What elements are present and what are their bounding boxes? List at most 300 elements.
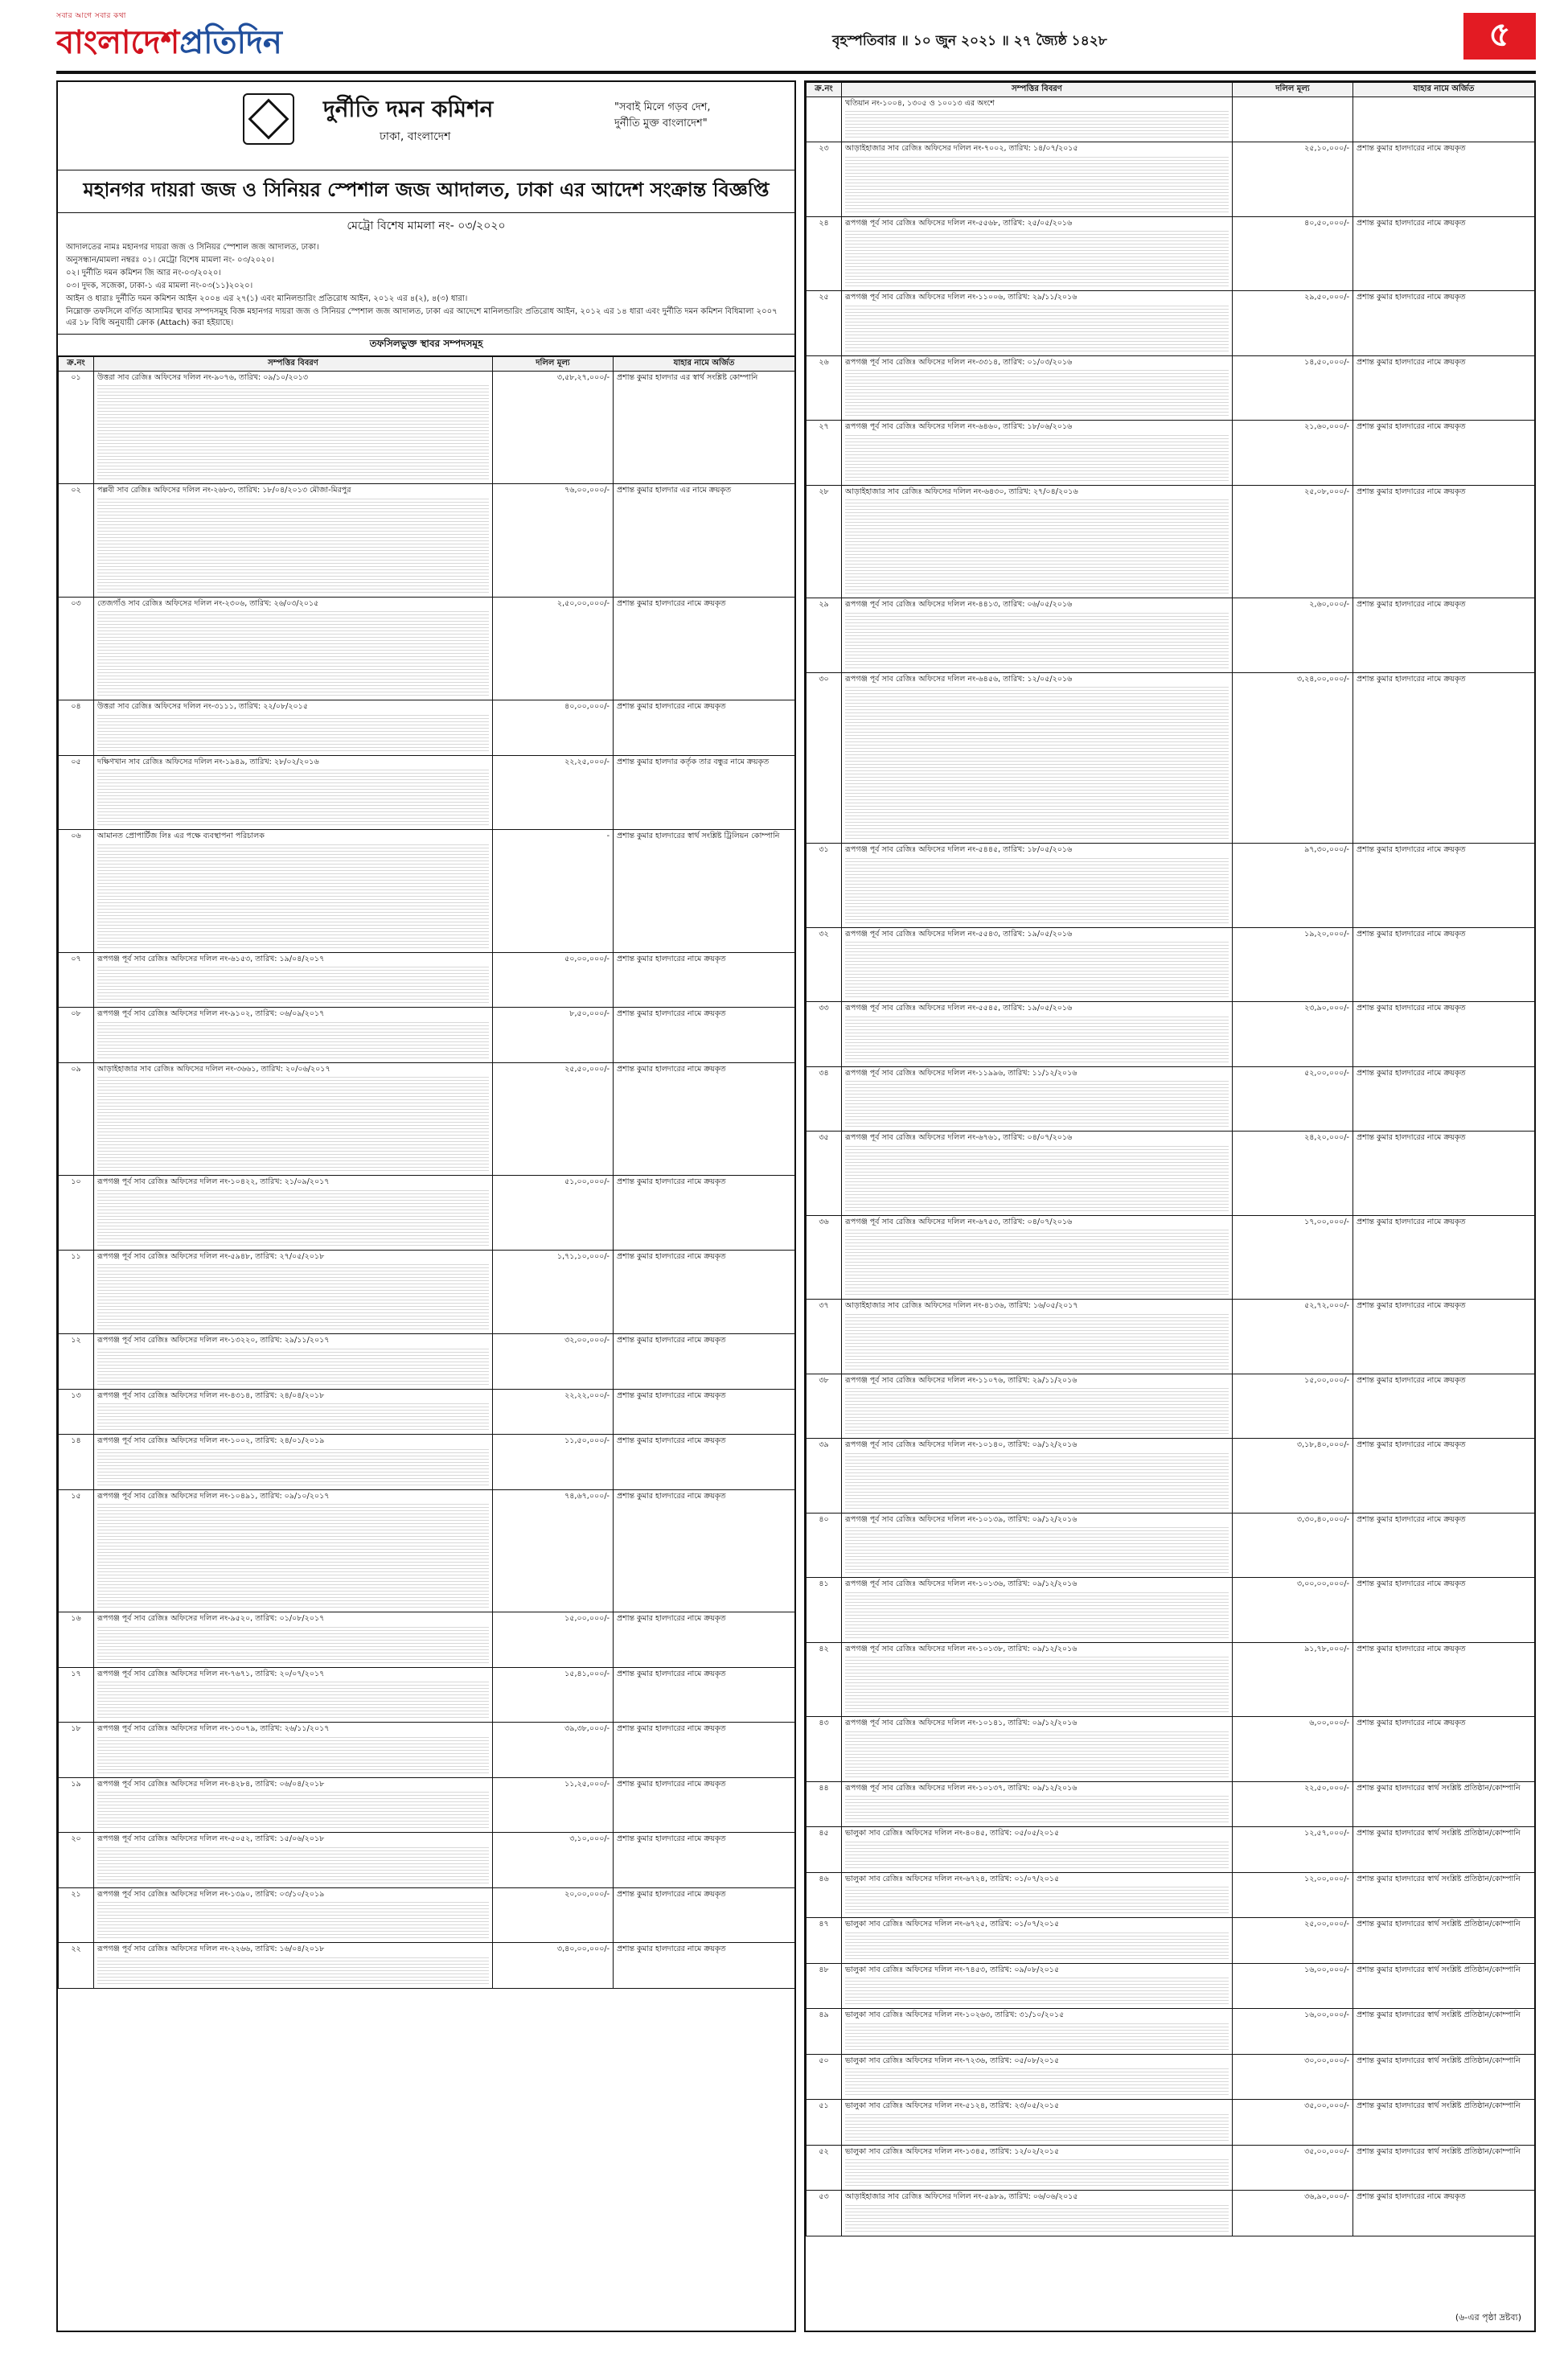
fine-print-lines xyxy=(97,1737,489,1776)
row-serial-text: ১৬ xyxy=(71,1614,81,1623)
row-serial xyxy=(807,1300,842,1374)
row-serial xyxy=(59,1723,94,1778)
row-deed-value xyxy=(1233,1578,1353,1643)
preamble-line: ০৩। দুদক, সজেকা, ঢাকা-১ এর মামলা নং-০৩(১১)২০২০। xyxy=(66,281,253,290)
table-row xyxy=(807,1918,1535,1964)
row-description xyxy=(842,1827,1233,1873)
row-serial xyxy=(59,371,94,484)
row-description-text: আড়াইহাজার সাব রেজিঃ অফিসের দলিল নং-৩৬৬১, তারিখ: ২০/০৬/২০১৭ xyxy=(97,1064,330,1074)
row-description xyxy=(94,700,493,756)
row-serial-text: ১৮ xyxy=(71,1724,81,1733)
row-owner xyxy=(1353,1215,1535,1300)
row-description-text: আমানত প্রোপার্টিজ লিঃ এর পক্ষে ব্যবস্থাপনা পরিচালক xyxy=(97,832,265,840)
row-serial-text: ৪৪ xyxy=(819,1783,829,1793)
row-description xyxy=(94,1389,493,1435)
table-row xyxy=(807,485,1535,598)
row-serial-text: ১৩ xyxy=(71,1390,81,1400)
col-header-owner: যাহার নামে অর্জিত xyxy=(1353,83,1535,97)
row-owner-text: প্রশান্ত কুমার হালদারের স্বার্থ সংশ্লিষ্ট প্রতিষ্ঠান/কোম্পানি xyxy=(1357,1829,1521,1838)
fine-print-lines xyxy=(97,967,489,1005)
row-deed-value xyxy=(1233,2191,1353,2236)
row-deed-value xyxy=(493,1489,614,1612)
row-description xyxy=(842,1300,1233,1374)
row-owner xyxy=(1353,2145,1535,2191)
row-deed-value xyxy=(493,1176,614,1251)
row-deed-value-text: ৫১,০০,০০০/- xyxy=(564,1177,610,1186)
fine-print-lines xyxy=(845,1081,1229,1129)
row-deed-value-text: ৩,৩০,৪০,০০০/- xyxy=(1296,1514,1349,1524)
row-deed-value-text: ৩৬,৯০,০০০/- xyxy=(1304,2192,1349,2201)
row-serial-text: ৪৭ xyxy=(819,1920,829,1928)
fine-print-lines xyxy=(845,613,1229,671)
fine-print-lines xyxy=(845,1527,1229,1575)
row-serial-text: ২৫ xyxy=(819,293,829,302)
fine-print-lines xyxy=(97,1077,489,1173)
row-owner-text: প্রশান্ত কুমার হালদারের স্বার্থ সংশ্লিষ্ট প্রতিষ্ঠান/কোম্পানি xyxy=(1357,1874,1521,1883)
row-description-text: ভালুকা সাব রেজিঃ অফিসের দলিল নং-৫১২৪, তারিখ: ২৩/০৫/২০১৫ xyxy=(845,2101,1060,2110)
row-description-text: রূপগঞ্জ পূর্ব সাব রেজিঃ অফিসের দলিল নং-১০১৩৬, তারিখ: ০৯/১২/২০১৬ xyxy=(845,1579,1077,1588)
row-serial xyxy=(807,1872,842,1918)
row-deed-value xyxy=(493,1062,614,1176)
table-row xyxy=(59,1943,795,1989)
row-serial-text: ০৪ xyxy=(71,702,81,711)
fine-print-lines xyxy=(845,1592,1229,1641)
fine-print-lines xyxy=(97,715,489,754)
row-owner xyxy=(1353,927,1535,1002)
row-deed-value-text: ১২,৫৭,০০০/- xyxy=(1304,1829,1349,1838)
row-owner xyxy=(1353,1963,1535,2009)
notice-left-column xyxy=(56,80,796,2332)
row-description xyxy=(94,1887,493,1943)
fine-print-lines xyxy=(845,1230,1229,1297)
row-owner-text: প্রশান্ত কুমার হালদারের নামে ক্রয়কৃত xyxy=(617,1064,726,1074)
row-owner xyxy=(1353,216,1535,291)
table-row xyxy=(59,1887,795,1943)
row-deed-value xyxy=(1233,1132,1353,1216)
row-serial-text: ২৬ xyxy=(819,357,829,367)
preamble-line: অনুসন্ধান/মামলা নম্বরঃ ০১। মেট্রো বিশেষ মামলা নং- ০৩/২০২০। xyxy=(66,256,274,265)
row-serial xyxy=(59,1489,94,1612)
table-row xyxy=(59,1389,795,1435)
row-description-text: আড়াইহাজার সাব রেজিঃ অফিসের দলিল নং-৫৯৮৯, তারিখ: ০৬/০৬/২০১৫ xyxy=(845,2192,1078,2201)
table-row xyxy=(59,1176,795,1251)
row-description-text: রূপগঞ্জ পূর্ব সাব রেজিঃ অফিসের দলিল নং-১০১৩৭, তারিখ: ০৯/১২/২০১৬ xyxy=(845,1783,1077,1793)
row-serial-text: ২০ xyxy=(71,1834,81,1843)
row-description-text: দক্ষিণখান সাব রেজিঃ অফিসের দলিল নং-১৯৪৯, তারিখ: ২৮/০২/২০১৬ xyxy=(97,757,319,766)
row-serial-text: ০৩ xyxy=(71,598,81,608)
row-description xyxy=(94,1667,493,1723)
row-serial-text: ৩৬ xyxy=(819,1217,829,1226)
fine-print-lines xyxy=(97,1792,489,1830)
fine-print-lines xyxy=(845,1932,1229,1961)
row-description xyxy=(94,1777,493,1833)
row-description xyxy=(94,1833,493,1888)
row-description-text: রূপগঞ্জ পূর্ব সাব রেজিঃ অফিসের দলিল নং-৪২৮৪, তারিখ: ০৬/০৪/২০১৮ xyxy=(97,1779,325,1789)
row-serial xyxy=(59,1062,94,1176)
row-deed-value xyxy=(1233,1439,1353,1514)
row-description xyxy=(842,1374,1233,1439)
row-description-text: রূপগঞ্জ পূর্ব সাব রেজিঃ অফিসের দলিল নং-১০০২, তারিখ: ২৪/০১/২০১৯ xyxy=(97,1436,325,1445)
fine-print-lines xyxy=(845,1657,1229,1715)
continued-note: (৬-এর পৃষ্ঠা দ্রষ্টব্য) xyxy=(1455,2312,1521,2323)
row-owner-text: প্রশান্ত কুমার হালদারের নামে ক্রয়কৃত xyxy=(617,1724,726,1733)
row-serial xyxy=(807,1374,842,1439)
row-serial xyxy=(807,355,842,421)
row-owner-text: প্রশান্ত কুমার হালদারের নামে ক্রয়কৃত xyxy=(1357,1719,1466,1727)
table-row xyxy=(807,355,1535,421)
row-owner xyxy=(1353,97,1535,142)
row-serial-text: ৩৯ xyxy=(819,1440,829,1449)
row-deed-value-text: ২৪,২০,০০০/- xyxy=(1304,1133,1349,1142)
row-serial-text: ২৭ xyxy=(819,422,829,431)
dateline: বৃহস্পতিবার ॥ ১০ জুন ২০২১ ॥ ২৭ জ্যৈষ্ঠ ১৪২৮ xyxy=(832,33,1107,49)
table-row xyxy=(807,97,1535,142)
table-row xyxy=(807,1215,1535,1300)
fine-print-lines xyxy=(845,1842,1229,1871)
row-owner xyxy=(1353,1918,1535,1964)
row-serial-text: ৩১ xyxy=(819,845,829,854)
table-row xyxy=(807,1963,1535,2009)
row-owner-text: প্রশান্ত কুমার হালদার কর্তৃক তার বন্ধুর নামে ক্রয়কৃত xyxy=(617,757,770,766)
row-description xyxy=(842,2009,1233,2055)
table-row xyxy=(807,598,1535,673)
row-description xyxy=(94,1334,493,1390)
row-owner-text: প্রশান্ত কুমার হালদারের নামে ক্রয়কৃত xyxy=(1357,674,1466,684)
row-deed-value-text: ৩,৪০,০০,০০০/- xyxy=(556,1945,610,1953)
table-row xyxy=(807,1132,1535,1216)
row-serial-text: ১৫ xyxy=(71,1491,81,1501)
row-deed-value xyxy=(1233,672,1353,844)
row-deed-value xyxy=(1233,1642,1353,1717)
row-description-text: রূপগঞ্জ পূর্ব সাব রেজিঃ অফিসের দলিল নং-১০১৩৮, তারিখ: ০৯/১২/২০১৬ xyxy=(845,1644,1077,1653)
row-serial xyxy=(807,1963,842,2009)
row-description xyxy=(94,755,493,830)
row-description xyxy=(842,2100,1233,2146)
row-serial xyxy=(807,1781,842,1827)
row-owner-text: প্রশান্ত কুমার হালদারের নামে ক্রয়কৃত xyxy=(1357,218,1466,228)
table-row xyxy=(807,1439,1535,1514)
row-description xyxy=(842,1439,1233,1514)
row-deed-value xyxy=(1233,142,1353,217)
row-owner xyxy=(1353,1066,1535,1132)
col-header-serial: ক্র.নং xyxy=(59,357,94,372)
row-description-text: তেজগাঁও সাব রেজিঃ অফিসের দলিল নং-২৩০৬, তারিখ: ২৬/০৩/২০১৫ xyxy=(97,598,319,608)
row-description-text: রূপগঞ্জ পূর্ব সাব রেজিঃ অফিসের দলিল নং-৬৪৬০, তারিখ: ১৮/০৬/২০১৬ xyxy=(845,422,1073,431)
property-table-left xyxy=(58,356,795,1989)
row-description xyxy=(842,927,1233,1002)
row-owner-text: প্রশান্ত কুমার হালদারের নামে ক্রয়কৃত xyxy=(1357,293,1466,302)
table-row xyxy=(807,1300,1535,1374)
row-serial xyxy=(59,1943,94,1989)
row-deed-value-text: ৩,১০,০০০/- xyxy=(569,1834,610,1843)
col-header-serial: ক্র.নং xyxy=(807,83,842,97)
fine-print-lines xyxy=(845,2114,1229,2143)
row-deed-value xyxy=(1233,216,1353,291)
row-serial-text: ৪১ xyxy=(819,1579,829,1588)
row-deed-value-text: ১১,৫০,০০০/- xyxy=(564,1436,610,1445)
fine-print-lines xyxy=(845,858,1229,926)
row-description xyxy=(94,1489,493,1612)
row-description xyxy=(842,844,1233,928)
row-owner-text: প্রশান্ত কুমার হালদারের নামে ক্রয়কৃত xyxy=(617,1779,726,1789)
table-row xyxy=(807,1827,1535,1873)
row-serial xyxy=(59,755,94,830)
row-deed-value xyxy=(493,597,614,700)
row-deed-value-text: ২২,২২,০০০/- xyxy=(564,1390,610,1400)
row-serial-text: ৪৩ xyxy=(819,1719,829,1727)
row-serial xyxy=(807,216,842,291)
row-owner-text: প্রশান্ত কুমার হালদারের নামে ক্রয়কৃত xyxy=(617,1669,726,1678)
row-description-text: রূপগঞ্জ পূর্ব সাব রেজিঃ অফিসের দলিল নং-১৩৯০, তারিখ: ০৩/১০/২০১৯ xyxy=(97,1889,325,1899)
row-deed-value-text: ৫২,০০,০০০/- xyxy=(1304,1068,1349,1078)
row-owner xyxy=(614,1723,795,1778)
row-deed-value-text: ৩,২৪,০০,০০০/- xyxy=(1296,674,1349,684)
table-row xyxy=(807,2191,1535,2236)
fine-print-lines xyxy=(845,1453,1229,1511)
row-deed-value xyxy=(1233,1963,1353,2009)
row-description-text: আড়াইহাজার সাব রেজিঃ অফিসের দলিল নং-৬৪৩০, তারিখ: ২৭/০৪/২০১৬ xyxy=(845,487,1078,496)
row-serial xyxy=(807,2100,842,2146)
row-deed-value xyxy=(493,1833,614,1888)
row-description-text: আড়াইহাজার সাব রেজিঃ অফিসের দলিল নং-৭০০২, তারিখ: ১৪/০৭/২০১৫ xyxy=(845,144,1078,153)
row-deed-value xyxy=(493,1389,614,1435)
row-deed-value xyxy=(493,1334,614,1390)
fine-print-lines xyxy=(845,942,1229,1000)
row-deed-value-text: ১৪,৫০,০০০/- xyxy=(1304,357,1349,367)
table-row xyxy=(59,1489,795,1612)
fine-print-lines xyxy=(97,499,489,595)
fine-print-lines xyxy=(845,687,1229,841)
table-row xyxy=(59,755,795,830)
row-description-text: রূপগঞ্জ পূর্ব সাব রেজিঃ অফিসের দলিল নং-১০৪৯১, তারিখ: ০৯/১০/২০১৭ xyxy=(97,1491,330,1501)
table-row xyxy=(807,1513,1535,1578)
row-description-text: রূপগঞ্জ পূর্ব সাব রেজিঃ অফিসের দলিল নং-৫০৫২, তারিখ: ১৫/০৬/২০১৮ xyxy=(97,1834,325,1843)
row-owner-text: প্রশান্ত কুমার হালদারের নামে ক্রয়কৃত xyxy=(1357,1375,1466,1385)
notice-preamble xyxy=(58,239,794,335)
fine-print-lines xyxy=(97,1449,489,1488)
row-serial-text: ৩৪ xyxy=(819,1068,829,1078)
row-owner-text: প্রশান্ত কুমার হালদারের নামে ক্রয়কৃত xyxy=(1357,600,1466,609)
row-serial-text: ১৯ xyxy=(71,1779,81,1789)
row-serial-text: ০২ xyxy=(71,486,81,495)
row-owner xyxy=(1353,844,1535,928)
table-row xyxy=(807,291,1535,356)
row-serial xyxy=(59,1334,94,1390)
row-deed-value xyxy=(493,755,614,830)
row-owner-text: প্রশান্ত কুমার হালদারের নামে ক্রয়কৃত xyxy=(617,1177,726,1186)
row-serial xyxy=(807,1215,842,1300)
row-deed-value-text: ৮,৫০,০০০/- xyxy=(569,1009,610,1018)
fine-print-lines xyxy=(845,1388,1229,1436)
fine-print-lines xyxy=(97,1504,489,1610)
row-serial xyxy=(59,1833,94,1888)
row-serial-text: ৫০ xyxy=(819,2056,829,2065)
row-deed-value xyxy=(1233,1513,1353,1578)
row-owner xyxy=(614,371,795,484)
row-description xyxy=(842,1578,1233,1643)
fine-print-lines xyxy=(97,1627,489,1665)
fine-print-lines xyxy=(97,611,489,698)
row-description-text: রূপগঞ্জ পূর্ব সাব রেজিঃ অফিসের দলিল নং-৪৪১৩, তারিখ: ০৬/০৫/২০১৬ xyxy=(845,600,1073,609)
row-description-text: রূপগঞ্জ পূর্ব সাব রেজিঃ অফিসের দলিল নং-৫৯৪৮, তারিখ: ২৭/০৫/২০১৮ xyxy=(97,1251,325,1261)
property-table-right-body xyxy=(807,97,1535,2236)
fine-print-lines xyxy=(845,231,1229,289)
row-serial xyxy=(59,700,94,756)
row-description xyxy=(842,1002,1233,1067)
row-owner xyxy=(1353,1781,1535,1827)
table-row xyxy=(59,1062,795,1176)
row-serial-text: ১৪ xyxy=(71,1436,81,1445)
row-deed-value-text: ৫২,৭২,০০০/- xyxy=(1304,1301,1349,1310)
row-description xyxy=(842,598,1233,673)
fine-print-lines xyxy=(97,1264,489,1332)
row-serial-text: ১১ xyxy=(71,1251,81,1261)
fine-print-lines xyxy=(845,2159,1229,2188)
table-row xyxy=(59,484,795,598)
row-deed-value xyxy=(1233,291,1353,356)
row-serial xyxy=(59,1435,94,1490)
row-owner-text: প্রশান্ত কুমার হালদারের নামে ক্রয়কৃত xyxy=(617,1945,726,1953)
table-row xyxy=(807,421,1535,486)
row-description-text: রূপগঞ্জ পূর্ব সাব রেজিঃ অফিসের দলিল নং-১০১৩৯, তারিখ: ০৯/১২/২০১৬ xyxy=(845,1514,1077,1524)
row-description-text: ভালুকা সাব রেজিঃ অফিসের দলিল নং-৭৪৫৩, তারিখ: ০৯/০৮/২০১৫ xyxy=(845,1965,1060,1974)
row-owner xyxy=(1353,1300,1535,1374)
row-description-text: রূপগঞ্জ পূর্ব সাব রেজিঃ অফিসের দলিল নং-২২৬৬, তারিখ: ১৬/০৪/২০১৮ xyxy=(97,1945,325,1953)
row-serial-text: ৩০ xyxy=(819,674,829,684)
row-serial xyxy=(59,830,94,953)
row-description xyxy=(842,421,1233,486)
row-deed-value-text: ১৬,০০,০০০/- xyxy=(1304,2011,1349,2019)
row-serial-text: ৫৩ xyxy=(819,2192,829,2201)
row-deed-value xyxy=(1233,844,1353,928)
row-description-text: রূপগঞ্জ পূর্ব সাব রেজিঃ অফিসের দলিল নং-৬৭৫৩, তারিখ: ০৪/০৭/২০১৬ xyxy=(845,1217,1073,1226)
row-description xyxy=(842,1963,1233,2009)
row-description xyxy=(842,142,1233,217)
row-deed-value-text: ১২,০০,০০০/- xyxy=(1304,1874,1349,1883)
row-description-text: রূপগঞ্জ পূর্ব সাব রেজিঃ অফিসের দলিল নং-৫৪৪৫, তারিখ: ১৮/০৫/২০১৬ xyxy=(845,845,1073,854)
row-serial xyxy=(807,1578,842,1643)
row-serial-text: ০৮ xyxy=(71,1009,81,1018)
fine-print-lines xyxy=(97,1682,489,1720)
fine-print-lines xyxy=(845,1978,1229,2006)
table-row xyxy=(807,1781,1535,1827)
row-owner xyxy=(1353,1717,1535,1782)
row-deed-value xyxy=(1233,1002,1353,1067)
row-description xyxy=(94,597,493,700)
row-owner-text: প্রশান্ত কুমার হালদারের নামে ক্রয়কৃত xyxy=(1357,1644,1466,1653)
row-description-text: রূপগঞ্জ পূর্ব সাব রেজিঃ অফিসের দলিল নং-১০১৪১, তারিখ: ০৯/১২/২০১৬ xyxy=(845,1719,1077,1727)
row-owner-text: প্রশান্ত কুমার হালদারের নামে ক্রয়কৃত xyxy=(1357,1301,1466,1310)
fine-print-lines xyxy=(97,770,489,828)
row-description xyxy=(842,1781,1233,1827)
row-serial-text: ২৮ xyxy=(819,487,829,496)
fine-print-lines xyxy=(845,157,1229,215)
row-deed-value-text: ৯৭,৩০,০০০/- xyxy=(1304,845,1349,854)
row-description xyxy=(842,1215,1233,1300)
row-serial xyxy=(807,1827,842,1873)
row-owner-text: প্রশান্ত কুমার হালদারের স্বার্থ সংশ্লিষ্ট প্রতিষ্ঠান/কোম্পানি xyxy=(1357,2056,1521,2065)
row-owner xyxy=(1353,2100,1535,2146)
row-serial xyxy=(807,291,842,356)
row-deed-value xyxy=(493,1667,614,1723)
row-description-text: রূপগঞ্জ পূর্ব সাব রেজিঃ অফিসের দলিল নং-১১০০৬, তারিখ: ২৯/১১/২০১৬ xyxy=(845,293,1077,302)
case-number: মেট্রো বিশেষ মামলা নং- ০৩/২০২০ xyxy=(347,220,506,232)
agency-location: ঢাকা, বাংলাদেশ xyxy=(380,130,451,143)
row-deed-value-text: ২৫,৫০,০০০/- xyxy=(564,1064,610,1074)
row-description-text: রূপগঞ্জ পূর্ব সাব রেজিঃ অফিসের দলিল নং-১৩২২০, তারিখ: ২৯/১১/২০১৭ xyxy=(97,1336,330,1345)
table-row xyxy=(807,1066,1535,1132)
row-serial xyxy=(59,1777,94,1833)
row-owner xyxy=(1353,2009,1535,2055)
row-serial-text: ০৫ xyxy=(71,757,81,766)
row-deed-value xyxy=(1233,1215,1353,1300)
row-deed-value xyxy=(493,1435,614,1490)
row-description-text: আড়াইহাজার সাব রেজিঃ অফিসের দলিল নং-৪১৩৬, তারিখ: ১৬/০৫/২০১৭ xyxy=(845,1301,1078,1310)
col-header-owner: যাহার নামে অর্জিত xyxy=(614,357,795,372)
row-description-text: খতিয়ান নং-১০০৪, ১৩০৫ ও ১০০১৩ এর অংশে xyxy=(845,98,995,108)
fine-print-lines xyxy=(845,2205,1229,2234)
row-owner xyxy=(1353,1513,1535,1578)
row-deed-value-text: ২৫,০৮,০০০/- xyxy=(1304,487,1349,496)
row-description xyxy=(842,1513,1233,1578)
row-owner-text: প্রশান্ত কুমার হালদারের নামে ক্রয়কৃত xyxy=(1357,2192,1466,2201)
row-deed-value xyxy=(1233,2100,1353,2146)
row-description-text: ভালুকা সাব রেজিঃ অফিসের দলিল নং-৬৭২৪, তারিখ: ০১/০৭/২০১৫ xyxy=(845,1874,1060,1883)
row-description-text: রূপগঞ্জ পূর্ব সাব রেজিঃ অফিসের দলিল নং-১৩০৭৯, তারিখ: ২৬/১১/২০১৭ xyxy=(97,1724,330,1733)
row-description xyxy=(94,1176,493,1251)
row-deed-value-text: - xyxy=(606,832,610,840)
row-owner xyxy=(614,1489,795,1612)
table-row xyxy=(807,2009,1535,2055)
table-row xyxy=(59,1612,795,1668)
row-owner-text: প্রশান্ত কুমার হালদারের স্বার্থ সংশ্লিষ্ট প্রতিষ্ঠান/কোম্পানি xyxy=(1357,2101,1521,2110)
fine-print-lines xyxy=(97,1847,489,1886)
logo-wordmark xyxy=(56,22,394,64)
row-deed-value-text: ৩০,০০,০০০/- xyxy=(1304,2056,1349,2065)
row-serial xyxy=(807,1642,842,1717)
row-description-text: উত্তরা সাব রেজিঃ অফিসের দলিল নং-৯০৭৬, তারিখ: ০৯/১০/২০১৩ xyxy=(97,372,309,382)
row-serial xyxy=(807,1066,842,1132)
table-row xyxy=(807,216,1535,291)
table-row xyxy=(59,1777,795,1833)
row-owner-text: প্রশান্ত কুমার হালদারের নামে ক্রয়কৃত xyxy=(1357,1579,1466,1588)
fine-print-lines xyxy=(97,1190,489,1248)
table-row xyxy=(807,927,1535,1002)
row-deed-value xyxy=(1233,2054,1353,2100)
newspaper-logo[interactable] xyxy=(56,10,394,66)
fine-print-lines xyxy=(845,1796,1229,1825)
row-deed-value-text: ১৫,৪১,০০০/- xyxy=(564,1669,610,1678)
fine-print-lines xyxy=(97,385,489,482)
row-serial xyxy=(59,1250,94,1334)
row-serial xyxy=(807,2191,842,2236)
fine-print-lines xyxy=(845,435,1229,483)
row-serial-text: ৩৮ xyxy=(819,1375,829,1385)
row-owner-text: প্রশান্ত কুমার হালদারের নামে ক্রয়কৃত xyxy=(617,1009,726,1018)
row-owner xyxy=(614,1008,795,1063)
row-deed-value-text: ৯১,৭৮,০০০/- xyxy=(1304,1644,1349,1653)
fine-print-lines xyxy=(845,499,1229,596)
col-header-deed-value: দলিল মূল্য xyxy=(1233,83,1353,97)
row-deed-value-text: ১৫,০০,০০০/- xyxy=(1304,1375,1349,1385)
row-description-text: রূপগঞ্জ পূর্ব সাব রেজিঃ অফিসের দলিল নং-৪৩১৪, তারিখ: ২৪/০৪/২০১৮ xyxy=(97,1390,325,1400)
row-serial-text: ৫১ xyxy=(819,2101,829,2110)
row-serial-text: ০৬ xyxy=(71,832,81,840)
row-serial xyxy=(59,1008,94,1063)
row-description-text: রূপগঞ্জ পূর্ব সাব রেজিঃ অফিসের দলিল নং-৫৫৪৫, তারিখ: ১৯/০৫/২০১৬ xyxy=(845,1004,1073,1012)
row-owner xyxy=(614,1667,795,1723)
row-owner xyxy=(614,755,795,830)
